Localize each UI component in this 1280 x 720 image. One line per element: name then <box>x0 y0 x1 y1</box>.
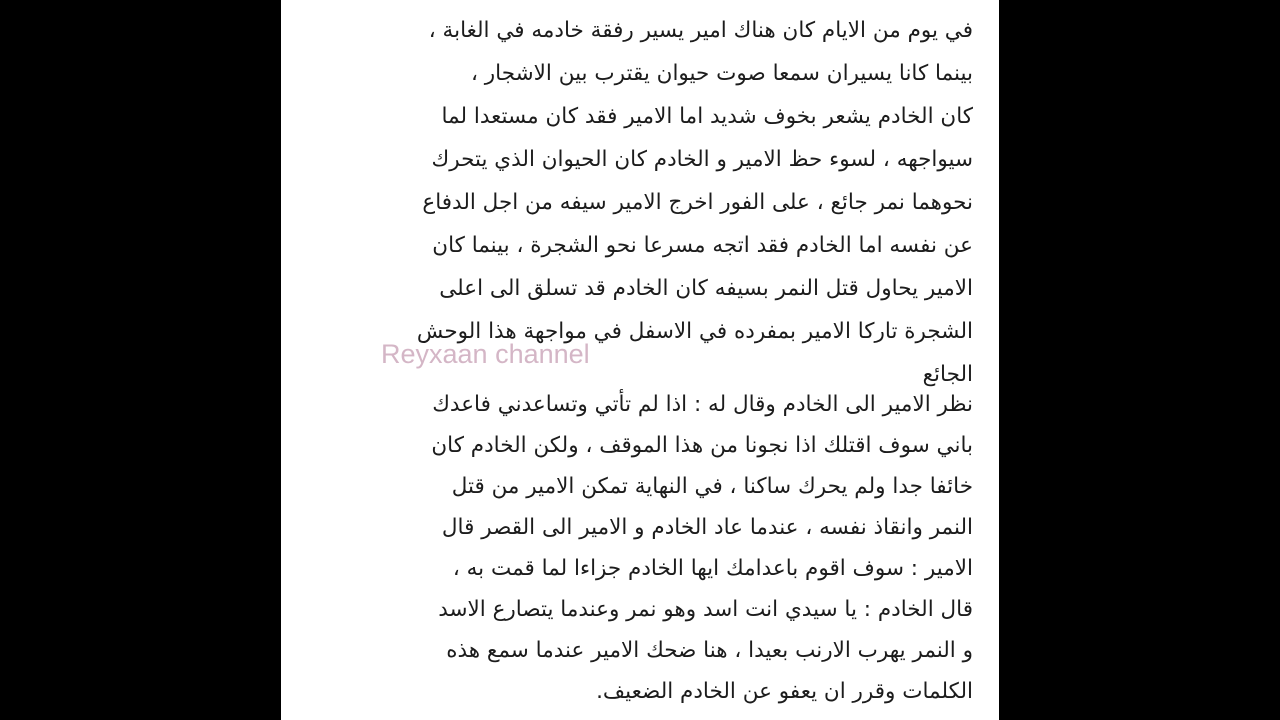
story-line: قال الخادم : يا سيدي انت اسد وهو نمر وعندما يتصارع الاسد <box>438 597 973 622</box>
story-line: كان الخادم يشعر بخوف شديد اما الامير فقد كان مستعدا لما <box>441 104 973 129</box>
story-line: نظر الامير الى الخادم وقال له : اذا لم تأتي وتساعدني فاعدك <box>432 392 973 417</box>
story-line: النمر وانقاذ نفسه ، عندما عاد الخادم و الامير الى القصر قال <box>441 515 973 540</box>
story-line: خائفا جدا ولم يحرك ساكنا ، في النهاية تمكن الامير من قتل <box>451 474 973 499</box>
story-line: نحوهما نمر جائع ، على الفور اخرج الامير سيفه من اجل الدفاع <box>422 190 973 215</box>
story-page <box>281 0 999 720</box>
story-line: الامير يحاول قتل النمر بسيفه كان الخادم قد تسلق الى اعلى <box>439 276 973 301</box>
story-line: في يوم من الايام كان هناك امير يسير رفقة خادمه في الغابة ، <box>428 18 973 43</box>
story-line: الامير : سوف اقوم باعدامك ايها الخادم جزاءا لما قمت به ، <box>452 556 973 581</box>
channel-watermark: Reyxaan channel <box>381 339 590 369</box>
story-line: سيواجهه ، لسوء حظ الامير و الخادم كان الحيوان الذي يتحرك <box>431 147 973 172</box>
story-line: الشجرة تاركا الامير بمفرده في الاسفل في مواجهة هذا الوحش <box>416 319 973 344</box>
story-line: عن نفسه اما الخادم فقد اتجه مسرعا نحو الشجرة ، بينما كان <box>432 233 973 258</box>
story-line: باني سوف اقتلك اذا نجونا من هذا الموقف ، ولكن الخادم كان <box>431 433 973 458</box>
story-line: الجائع <box>922 362 973 387</box>
story-line: الكلمات وقرر ان يعفو عن الخادم الضعيف. <box>596 679 973 704</box>
story-line: و النمر يهرب الارنب بعيدا ، هنا ضحك الامير عندما سمع هذه <box>446 638 973 663</box>
story-line: بينما كانا يسيران سمعا صوت حيوان يقترب بين الاشجار ، <box>471 61 973 86</box>
